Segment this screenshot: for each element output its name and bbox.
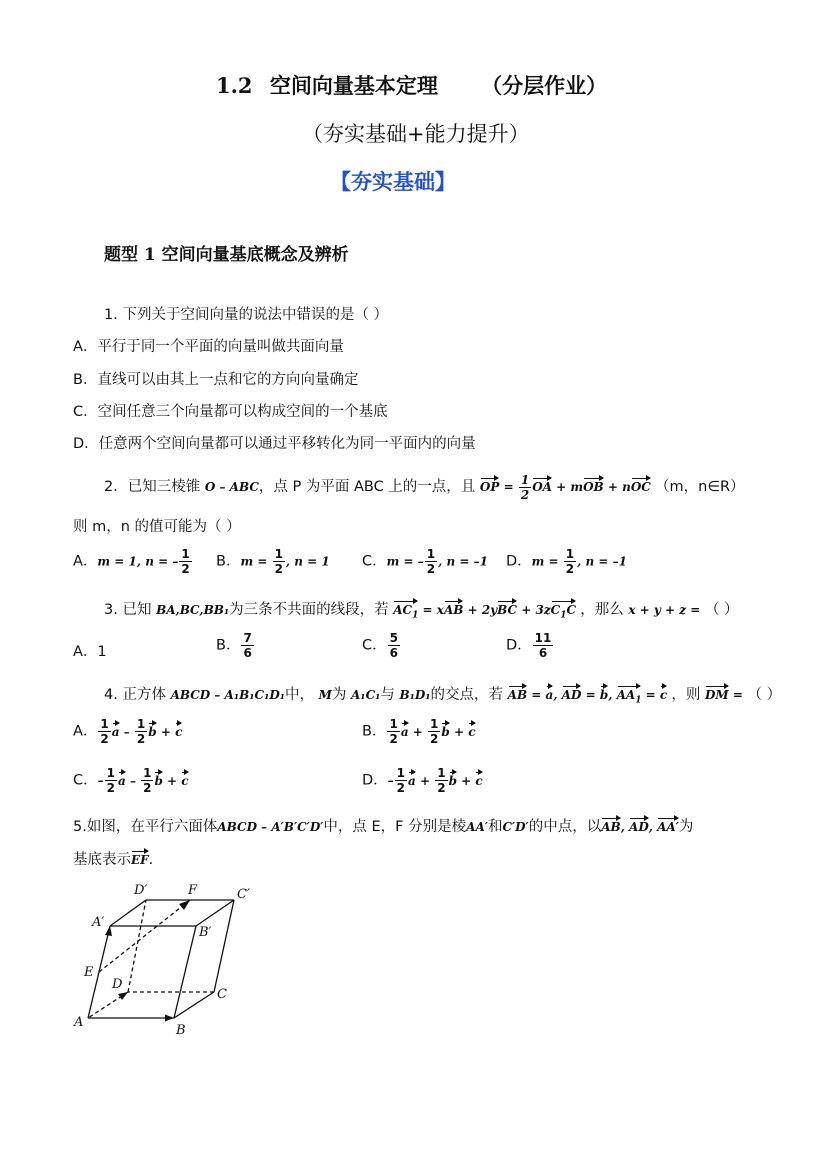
q4-option-b: B． $\frac{1}{2}$ a + $\frac{1}{2}$ b + c [362, 717, 476, 746]
label-e: E [84, 965, 94, 980]
q4-segment-b1d1: B₁D₁ [399, 688, 431, 702]
label-b: B [176, 1023, 186, 1038]
edge-d1a1 [110, 900, 146, 926]
q4-text-2: 中， [284, 687, 314, 703]
q5-stem-2 [73, 848, 153, 869]
q4-vector-defs: AB = a, AD = b, $AA_1 = c$ [507, 688, 668, 706]
arrow-ad [118, 992, 128, 1000]
section-title: 题型 1 空间向量基底概念及辨析 [104, 245, 349, 265]
q4-text-1: 4. 正方体 [104, 687, 166, 703]
label-a1: A′ [92, 915, 105, 930]
edge-bc [174, 992, 214, 1018]
q2-option-d-label: D． [506, 553, 532, 570]
title-text: 空间向量基本定理 [269, 73, 438, 98]
edge-cc1 [214, 900, 234, 992]
label-c: C [217, 987, 227, 1002]
q3-stem [104, 598, 739, 620]
q3-option-b [216, 632, 255, 659]
q5-text-3: 和 [487, 819, 503, 835]
arrow-ab [165, 1015, 174, 1022]
edge-b1c1 [196, 900, 234, 926]
q1-option-b: B．直线可以由其上一点和它的方向向量确定 [73, 372, 359, 388]
parallelepiped-figure [68, 876, 268, 1046]
label-c1: C′ [237, 887, 250, 902]
section-band: 【夯实基础】 [330, 169, 456, 194]
q3-option-d-label: D． [506, 637, 532, 654]
q3-sum: x + y + z = [628, 603, 701, 617]
q4-option-d: D．– $\frac{1}{2}$ a + $\frac{1}{2}$ b + c [362, 766, 483, 795]
q5-solid: ABCD – A′B′C′D′ [217, 820, 324, 834]
q4-target-vector: DM = [704, 688, 743, 702]
q4-text-4: 与 [380, 687, 395, 703]
title-tag: （分层作业） [481, 73, 608, 98]
q5-edge-aa: AA′ [466, 820, 488, 834]
q2-option-c: C．m = – $\frac{1}{2}$ , n = –1 [362, 547, 488, 576]
q4-text-5: 的交点，若 [430, 687, 504, 703]
q5-text-1: 5.如图，在平行六面体 [73, 819, 218, 835]
q4-option-a-label: A． [73, 723, 98, 740]
q2-stem-2: 则 m，n 的值可能为（ ） [73, 519, 241, 535]
q5-edge-cd: C′D′ [502, 820, 529, 834]
q5-target-vector: EF [131, 853, 149, 867]
q4-text-3: 为 [331, 687, 347, 703]
q2-text-3: （m，n∈R） [655, 479, 745, 495]
q4-cube: ABCD – A₁B₁C₁D₁ [170, 688, 285, 702]
label-d1: D′ [134, 883, 148, 898]
q3-option-c-fraction: $\frac{5}{6}$ [389, 631, 398, 660]
q2-text-1: 2．已知三棱锥 [104, 479, 201, 495]
q2-tetrahedron: O – ABC [204, 480, 259, 494]
q4-option-d-label: D． [362, 772, 388, 789]
label-b1: B′ [199, 925, 212, 940]
q4-stem [104, 683, 781, 705]
q5-text-5: 为 [678, 819, 694, 835]
q4-option-c: C．– $\frac{1}{2}$ a – $\frac{1}{2}$ b + c [73, 766, 189, 795]
q4-text-6: ，则 [671, 687, 701, 703]
q4-segment-a1c1: A₁C₁ [351, 688, 381, 702]
document-title [216, 70, 607, 100]
q2-option-d: D．m = $\frac{1}{2}$ , n = –1 [506, 547, 627, 576]
q4-text-7: （ ） [747, 687, 782, 703]
q3-option-d-fraction: $\frac{11}{6}$ [534, 631, 552, 660]
q3-text-3: ，那么 [580, 602, 624, 618]
arrow-aa1 [105, 926, 112, 936]
q5-text-4: 的中点，以 [528, 819, 602, 835]
q2-option-b: B．m = $\frac{1}{2}$ , n = 1 [216, 547, 330, 576]
q1-option-a: A．平行于同一个平面的向量叫做共面向量 [73, 339, 344, 355]
q3-option-d [506, 632, 554, 659]
q5-text-6: 基底表示 [73, 852, 131, 868]
edge-bb1 [174, 926, 196, 1018]
q2-vector-equation: OP = $\frac{1}{2}$ OA + mOB + nOC [479, 473, 651, 502]
q5-basis: AB, AD, AA′ [601, 820, 679, 834]
q2-text-2: ，点 P 为平面 ABC 上的一点，且 [258, 479, 476, 495]
q4-option-c-label: C． [73, 772, 98, 789]
q2-half-fraction: $\frac{1}{2}$ [520, 473, 530, 502]
label-a: A [74, 1015, 84, 1030]
q3-option-a: A．1 [73, 644, 107, 660]
q1-option-d: D．任意两个空间向量都可以通过平移转化为同一平面内的向量 [73, 436, 476, 452]
q2-option-c-label: C． [362, 553, 387, 570]
document-subtitle: （夯实基础+能力提升） [302, 122, 530, 146]
segment-ef [99, 900, 190, 972]
q3-text-2: 为三条不共面的线段，若 [229, 602, 389, 618]
q5-text-2: 中，点 E，F 分别是棱 [323, 819, 467, 835]
q4-option-b-label: B． [362, 723, 387, 740]
title-number: 1.2 [216, 73, 253, 98]
arrow-ef [179, 900, 190, 910]
q3-option-c-label: C． [362, 637, 387, 654]
q3-text-1: 3. 已知 [104, 602, 152, 618]
q1-stem: 1. 下列关于空间向量的说法中错误的是（ ） [104, 307, 389, 323]
q3-option-c [362, 632, 401, 659]
q2-option-b-label: B． [216, 553, 241, 570]
edge-dd1 [128, 900, 146, 992]
q1-option-c: C．空间任意三个向量都可以构成空间的一个基底 [73, 404, 388, 420]
label-d: D [112, 977, 123, 992]
q3-vector-equation: $AC_1$ = xAB + $2yBC + 3zC_1C$ [393, 603, 577, 621]
q5-stem [73, 815, 693, 836]
q2-option-a: A．m = 1, n = – $\frac{1}{2}$ [73, 547, 190, 576]
q4-option-a: A． $\frac{1}{2}$ a – $\frac{1}{2}$ b + c [73, 717, 183, 746]
q3-option-b-label: B． [216, 637, 241, 654]
q5-text-7: . [148, 852, 154, 868]
q3-text-5: （ ） [704, 602, 739, 618]
q3-options [73, 632, 773, 672]
label-f: F [188, 883, 198, 898]
q2-stem [104, 474, 745, 501]
q4-point-m: M [318, 688, 332, 702]
q2-option-a-label: A． [73, 553, 98, 570]
q3-segments: BA,BC,BB₁ [156, 603, 230, 617]
q3-option-b-fraction: $\frac{7}{6}$ [243, 631, 252, 660]
